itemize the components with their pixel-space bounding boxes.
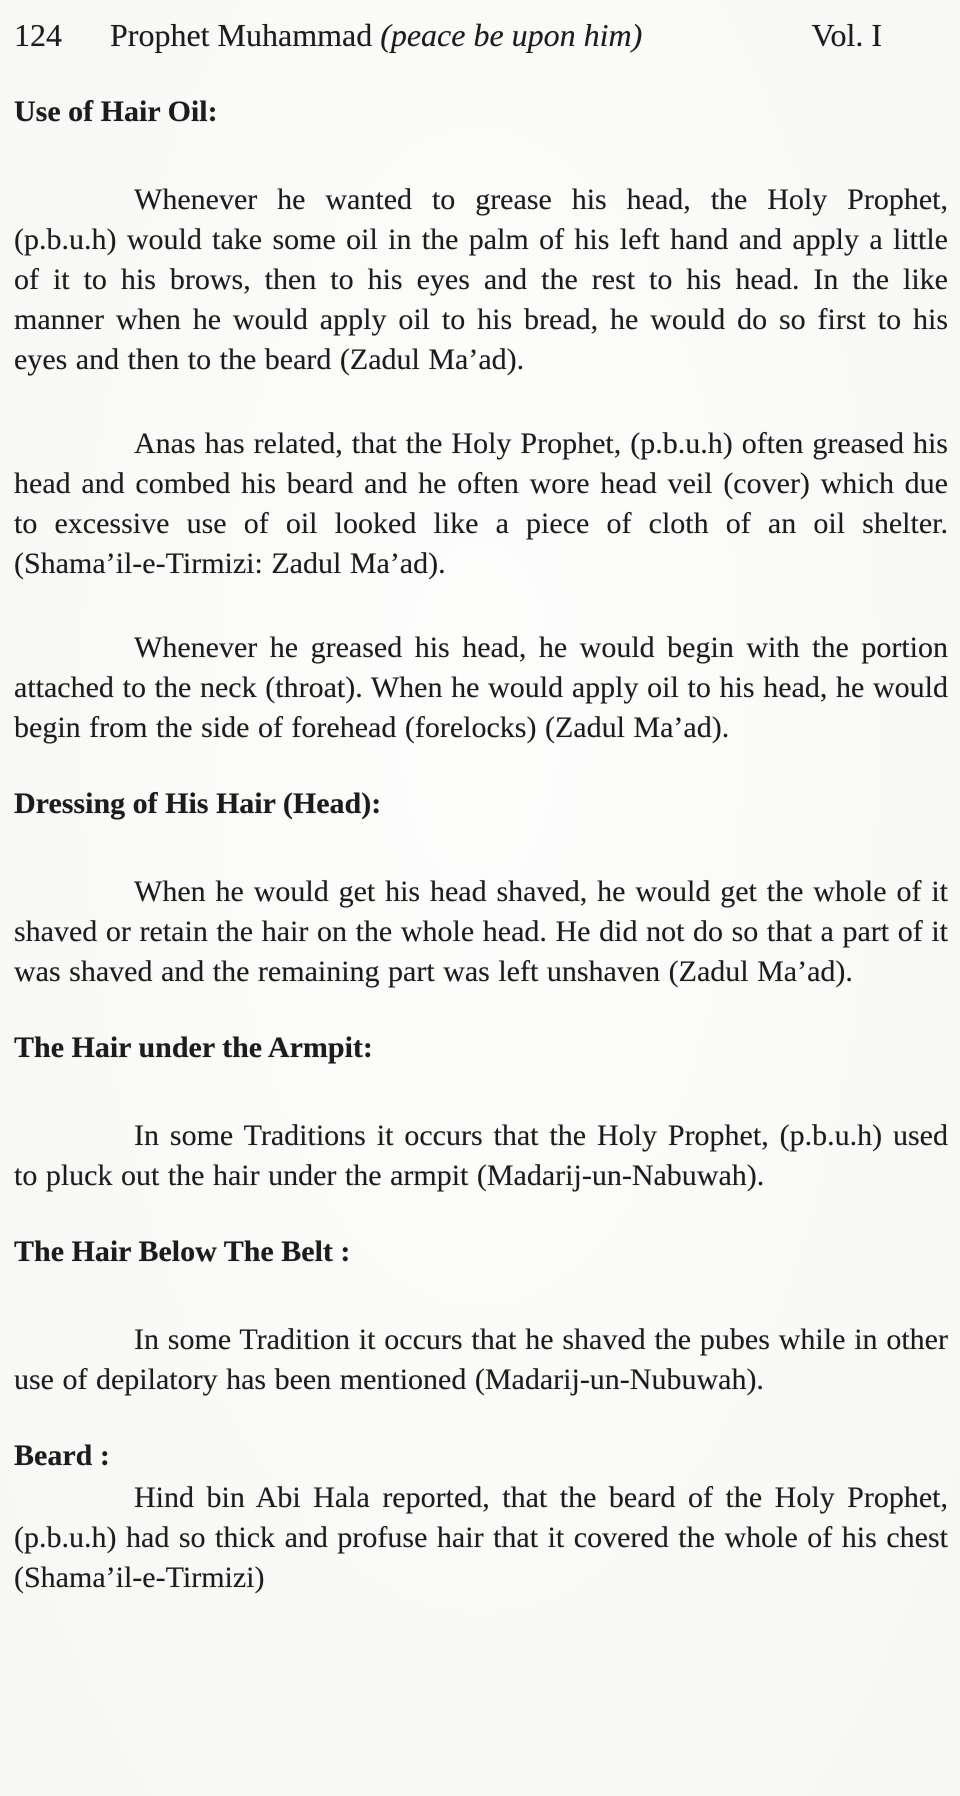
volume-label: Vol. I <box>811 17 882 53</box>
paragraph: Anas has related, that the Holy Prophet, (p.b.u.h) often greased his head and combed his beard and he often wore head veil (cover) which due to excessive use of oil looked like a piece of cloth of an oil shelter. (Shama’il-e-Tirmizi: Zadul Ma’ad). <box>14 427 948 580</box>
section-heading-dressing-hair: Dressing of His Hair (Head): <box>14 787 382 820</box>
section-heading-hair-oil: Use of Hair Oil: <box>14 95 218 128</box>
section-heading-hair-armpit: The Hair under the Armpit: <box>14 1031 373 1064</box>
page-number: 124 <box>14 17 62 53</box>
page-header <box>14 14 948 56</box>
paragraph: Whenever he wanted to grease his head, the Holy Prophet, (p.b.u.h) would take some oil in the palm of his left hand and apply a little of it to his brows, then to his eyes and the rest to his head. In the like manner when he would apply oil to his bread, he would do so first to his eyes and then to the beard (Zadul Ma’ad). <box>14 183 948 376</box>
paragraph: Hind bin Abi Hala reported, that the beard of the Holy Prophet, (p.b.u.h) had so thick and profuse hair that it covered the whole of his chest (Shama’il-e-Tirmizi) <box>14 1481 948 1594</box>
paragraph: Whenever he greased his head, he would begin with the portion attached to the neck (throat). When he would apply oil to his head, he would begin from the side of forehead (forelocks) (Zadul Ma’ad). <box>14 631 948 744</box>
paragraph: When he would get his head shaved, he would get the whole of it shaved or retain the hair on the whole head. He did not do so that a part of it was shaved and the remaining part was left unshaven (Zadul Ma’ad). <box>14 875 948 988</box>
section-heading-hair-below-belt: The Hair Below The Belt : <box>14 1235 351 1268</box>
paragraph: In some Tradition it occurs that he shaved the pubes while in other use of depilatory has been mentioned (Madarij-un-Nubuwah). <box>14 1323 948 1396</box>
running-title-regular: Prophet Muhammad <box>110 17 381 53</box>
running-title-italic: (peace be upon him) <box>380 17 643 53</box>
paragraph: In some Traditions it occurs that the Holy Prophet, (p.b.u.h) used to pluck out the hair under the armpit (Madarij-un-Nabuwah). <box>14 1119 948 1192</box>
running-title <box>110 14 642 56</box>
section-heading-beard: Beard : <box>14 1439 110 1472</box>
